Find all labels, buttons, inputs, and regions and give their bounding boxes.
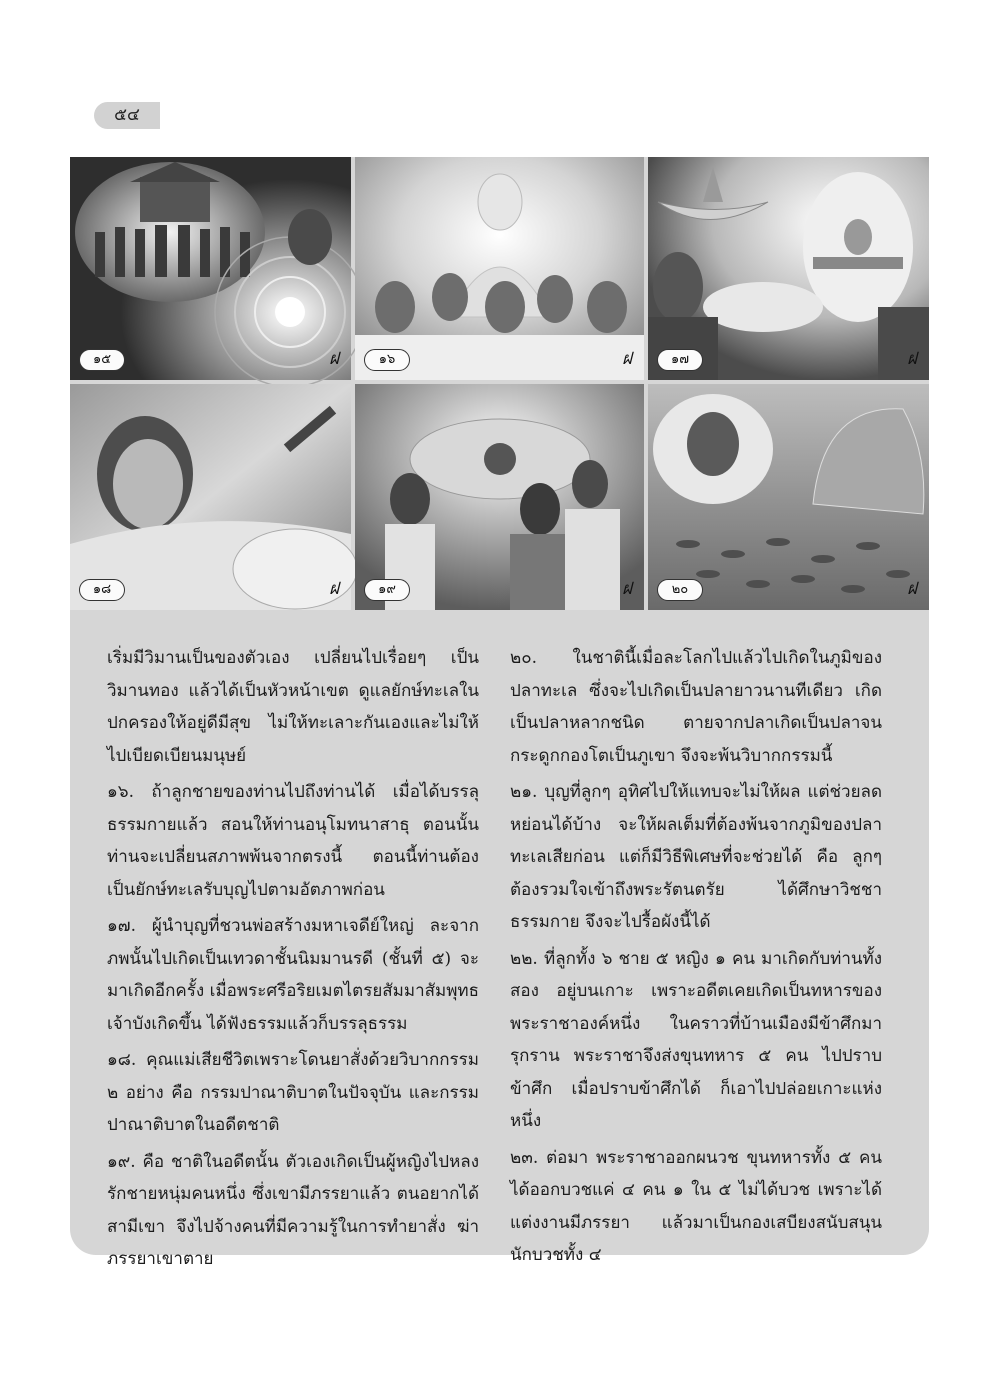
giant-with-orbs-icon xyxy=(70,157,351,380)
artist-signature: ฝ xyxy=(622,349,632,369)
illustration-number: ๒๐ xyxy=(657,579,703,601)
illustration-number: ๑๘ xyxy=(79,579,125,601)
illustration-grid xyxy=(70,157,929,610)
celestial-palace-icon xyxy=(648,157,929,380)
paragraph: ๑๖. ถ้าลูกชายของท่านไปถึงท่านได้ เมื่อได้บรรลุธรรมกายแล้ว สอนให้ท่านอนุโมทนาสาธุ ตอนนั้นท่านจะเปลี่ยนสภาพพ้นจากตรงนี้ ตอนนี้ท่านต้องเป็นยักษ์ทะเลรับบุญไปตามอัตภาพก่อน xyxy=(107,782,479,900)
illustration-19 xyxy=(355,384,644,610)
illustration-number: ๑๙ xyxy=(364,579,410,601)
paragraph: ๑๘. คุณแม่เสียชีวิตเพราะโดนยาสั่งด้วยวิบากกรรม ๒ อย่าง คือ กรรมปาณาติบาตในปัจจุบัน และกรรมปาณาติบาตในอดีตชาติ xyxy=(107,1050,479,1135)
illustration-number: ๑๖ xyxy=(364,349,410,371)
page-number: ๕๔ xyxy=(94,102,160,129)
paragraph: เริ่มมีวิมานเป็นของตัวเอง เปลี่ยนไปเรื่อยๆ เป็นวิมานทอง แล้วได้เป็นหัวหน้าเขต ดูแลยักษ์ทะเลในปกครองให้อยู่ดีมีสุข ไม่ให้ทะเลาะกันเองและไม่ให้ไปเบียดเบียนมนุษย์ xyxy=(107,648,479,766)
illustration-number: ๑๕ xyxy=(79,349,125,371)
paragraph: ๒๐. ในชาตินี้เมื่อละโลกไปแล้วไปเกิดในภูมิของปลาทะเล ซึ่งจะไปเกิดเป็นปลายาวนานทีเดียว เกิดเป็นปลาหลากชนิด ตายจากปลาเกิดเป็นปลาจนกระดูกกองโตเป็นภูเขา จึงจะพ้นวิบากกรรมนี้ xyxy=(510,648,882,766)
illustration-17 xyxy=(648,157,929,380)
fish-in-sea-icon xyxy=(648,384,929,610)
illustration-20 xyxy=(648,384,929,610)
artist-signature: ฝ xyxy=(622,579,632,599)
sleeping-mother-icon xyxy=(70,384,351,610)
paragraph: ๒๒. ที่ลูกทั้ง ๖ ชาย ๕ หญิง ๑ คน มาเกิดกับท่านทั้งสอง อยู่บนเกาะ เพราะอดีตเคยเกิดเป็นทหารของพระราชาองค์หนึ่ง ในคราวที่บ้านเมืองมีข้าศึกมารุกราน พระราชาจึงส่งขุนทหาร ๕ คน ไปปราบข้าศึก เมื่อปราบข้าศึกได้ ก็เอาไปปล่อยเกาะแห่งหนึ่ง xyxy=(510,948,882,1131)
illustration-15 xyxy=(70,157,351,380)
illustration-16 xyxy=(355,157,644,380)
paragraph: ๑๙. คือ ชาติในอดีตนั้น ตัวเองเกิดเป็นผู้หญิงไปหลงรักชายหนุ่มคนหนึ่ง ซึ่งเขามีภรรยาแล้ว ตนอยากได้สามีเขา จึงไปจ้างคนที่มีความรู้ในการทำยาสั่ง ฆ่าภรรยาเขาตาย xyxy=(107,1151,479,1269)
couple-with-woman-icon xyxy=(355,384,644,610)
text-column-right xyxy=(510,642,882,1276)
illustration-18 xyxy=(70,384,351,610)
paragraph: ๑๗. ผู้นำบุญที่ชวนพ่อสร้างมหาเจดีย์ใหญ่ ละจากภพนั้นไปเกิดเป็นเทวดาชั้นนิมมานรดี (ชั้นที่ ๕) จะมาเกิดอีกครั้ง เมื่อพระศรีอริยเมตไตรยสัมมาสัมพุทธเจ้าบังเกิดขึ้น ได้ฟังธรรมแล้วก็บรรลุธรรม xyxy=(107,916,479,1034)
artist-signature: ฝ xyxy=(907,579,917,599)
artist-signature: ฝ xyxy=(329,349,339,369)
paragraph: ๒๓. ต่อมา พระราชาออกผนวช ขุนทหารทั้ง ๕ คน ได้ออกบวชแค่ ๔ คน ๑ ใน ๕ ไม่ได้บวช เพราะได้แต่งงานมีภรรยา แล้วมาเป็นกองเสบียงสนับสนุนนักบวชทั้ง ๔ xyxy=(510,1147,882,1265)
illustration-number: ๑๗ xyxy=(657,349,703,371)
paragraph: ๒๑. บุญที่ลูกๆ อุทิศไปให้แทบจะไม่ให้ผล แต่ช่วยลดหย่อนได้บ้าง จะให้ผลเต็มที่ต้องพ้นจากภูมิของปลาทะเลเสียก่อน แต่ก็มีวิธีพิเศษที่จะช่วยได้ คือ ลูกๆ ต้องรวมใจเข้าถึงพระรัตนตรัย ได้ศึกษาวิชชาธรรมกาย จึงจะไปรื้อผังนี้ได้ xyxy=(510,782,882,932)
artist-signature: ฝ xyxy=(907,349,917,369)
text-column-left xyxy=(107,642,479,1280)
content-panel xyxy=(70,157,929,1269)
buddha-with-men-icon xyxy=(355,157,644,380)
artist-signature: ฝ xyxy=(329,579,339,599)
